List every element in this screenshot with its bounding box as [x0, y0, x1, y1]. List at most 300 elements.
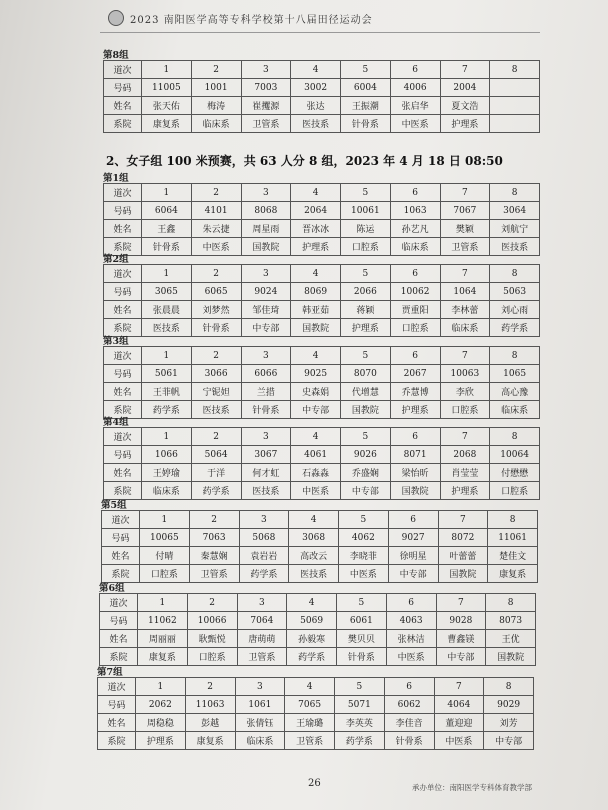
row-header: 姓名 [104, 301, 142, 319]
dept-cell: 医技系 [289, 565, 339, 583]
group-label: 第4组 [103, 417, 129, 428]
number-cell: 6004 [341, 79, 391, 97]
number-cell: 6066 [241, 365, 291, 383]
row-header: 系院 [104, 401, 142, 419]
name-cell: 耿甄悦 [187, 630, 237, 648]
number-cell: 3064 [490, 202, 540, 220]
lane-cell: 4 [285, 678, 335, 696]
lane-cell: 7 [440, 265, 490, 283]
name-cell: 代增慧 [341, 383, 391, 401]
row-header: 姓名 [104, 383, 142, 401]
number-cell: 4061 [291, 446, 341, 464]
dept-cell: 针骨系 [241, 401, 291, 419]
lane-cell: 5 [341, 184, 391, 202]
number-cell: 2067 [390, 365, 440, 383]
dept-cell: 针骨系 [341, 115, 391, 133]
row-header: 姓名 [102, 547, 140, 565]
lane-cell: 5 [339, 511, 389, 529]
name-cell: 刘航宁 [490, 220, 540, 238]
dept-cell: 护理系 [440, 482, 490, 500]
name-cell: 朱云捷 [191, 220, 241, 238]
lane-cell: 8 [488, 511, 538, 529]
table-row [104, 79, 540, 97]
lane-cell: 5 [341, 61, 391, 79]
name-cell: 彭越 [185, 714, 235, 732]
row-header: 道次 [104, 347, 142, 365]
table-row [100, 648, 536, 666]
number-cell: 7063 [189, 529, 239, 547]
lane-cell: 5 [337, 594, 387, 612]
name-cell: 王优 [486, 630, 536, 648]
number-cell: 9026 [341, 446, 391, 464]
number-cell: 2066 [341, 283, 391, 301]
lane-cell: 7 [436, 594, 486, 612]
number-cell: 2068 [440, 446, 490, 464]
lane-cell: 8 [490, 265, 540, 283]
dept-cell: 口腔系 [440, 401, 490, 419]
name-cell: 曹鑫镁 [436, 630, 486, 648]
row-header: 姓名 [98, 714, 136, 732]
lane-cell: 1 [142, 347, 192, 365]
number-cell: 3068 [289, 529, 339, 547]
name-cell: 王鑫 [142, 220, 192, 238]
table-row [104, 319, 540, 337]
lane-cell: 8 [490, 428, 540, 446]
name-cell: 陈运 [341, 220, 391, 238]
number-cell: 6064 [142, 202, 192, 220]
lane-cell: 3 [237, 594, 287, 612]
lane-cell: 4 [291, 184, 341, 202]
row-header: 道次 [100, 594, 138, 612]
dept-cell: 国教院 [486, 648, 536, 666]
lane-cell: 2 [191, 265, 241, 283]
lane-cell: 1 [142, 428, 192, 446]
dept-cell [490, 115, 540, 133]
lane-cell: 8 [484, 678, 534, 696]
name-cell: 徐明星 [388, 547, 438, 565]
lane-cell: 8 [490, 61, 540, 79]
number-cell: 2062 [136, 696, 186, 714]
dept-cell: 中医系 [191, 238, 241, 256]
table-row [100, 594, 536, 612]
name-cell: 付晴 [140, 547, 190, 565]
name-cell: 李英英 [335, 714, 385, 732]
dept-cell: 卫管系 [241, 115, 291, 133]
number-cell: 7067 [440, 202, 490, 220]
table-row [98, 696, 534, 714]
dept-cell: 国教院 [390, 482, 440, 500]
number-cell: 8068 [241, 202, 291, 220]
table-row [102, 529, 538, 547]
dept-cell: 口腔系 [490, 482, 540, 500]
dept-cell: 针骨系 [337, 648, 387, 666]
table-row [98, 732, 534, 750]
number-cell: 9028 [436, 612, 486, 630]
dept-cell: 临床系 [235, 732, 285, 750]
number-cell: 10066 [187, 612, 237, 630]
number-cell: 4006 [390, 79, 440, 97]
dept-cell: 护理系 [136, 732, 186, 750]
row-header: 系院 [102, 565, 140, 583]
name-cell: 韩亚茹 [291, 301, 341, 319]
name-cell: 刘芳 [484, 714, 534, 732]
number-cell: 9024 [241, 283, 291, 301]
dept-cell: 口腔系 [390, 319, 440, 337]
dept-cell: 康复系 [138, 648, 188, 666]
lane-cell: 3 [239, 511, 289, 529]
number-cell: 3002 [291, 79, 341, 97]
number-cell: 5061 [142, 365, 192, 383]
dept-cell: 药学系 [191, 482, 241, 500]
number-cell: 6065 [191, 283, 241, 301]
table-row [104, 446, 540, 464]
table-row [104, 202, 540, 220]
number-cell: 1066 [142, 446, 192, 464]
dept-cell: 药学系 [490, 319, 540, 337]
lane-cell: 1 [142, 61, 192, 79]
dept-cell: 国教院 [291, 319, 341, 337]
number-cell: 8072 [438, 529, 488, 547]
row-header: 系院 [104, 238, 142, 256]
lane-cell: 2 [187, 594, 237, 612]
number-cell: 5069 [287, 612, 337, 630]
name-cell: 张林洁 [386, 630, 436, 648]
number-cell: 10064 [490, 446, 540, 464]
name-cell: 张达 [291, 97, 341, 115]
name-cell: 石淼淼 [291, 464, 341, 482]
table-row [104, 365, 540, 383]
dept-cell: 中专部 [241, 319, 291, 337]
number-cell: 11062 [138, 612, 188, 630]
lane-cell: 1 [136, 678, 186, 696]
number-cell: 6062 [384, 696, 434, 714]
number-cell: 5063 [490, 283, 540, 301]
name-cell: 董迎迎 [434, 714, 484, 732]
name-cell: 刘心雨 [490, 301, 540, 319]
group-label: 第1组 [103, 173, 129, 184]
number-cell: 1064 [440, 283, 490, 301]
lane-cell: 4 [289, 511, 339, 529]
dept-cell: 临床系 [390, 238, 440, 256]
name-cell: 李林蕾 [440, 301, 490, 319]
lane-cell: 3 [241, 184, 291, 202]
lane-cell: 2 [191, 61, 241, 79]
number-cell: 5064 [191, 446, 241, 464]
name-cell: 李欣 [440, 383, 490, 401]
row-header: 系院 [104, 319, 142, 337]
name-cell: 叶蕾蕾 [438, 547, 488, 565]
table-row [104, 115, 540, 133]
lane-cell: 3 [235, 678, 285, 696]
dept-cell: 中医系 [386, 648, 436, 666]
name-cell: 梁怡昕 [390, 464, 440, 482]
lane-cell: 2 [185, 678, 235, 696]
dept-cell: 医技系 [191, 401, 241, 419]
lane-cell: 7 [440, 347, 490, 365]
name-cell [490, 97, 540, 115]
dept-cell: 中专部 [341, 482, 391, 500]
number-cell: 5071 [335, 696, 385, 714]
name-cell: 乔盛娴 [341, 464, 391, 482]
table-row [104, 283, 540, 301]
lane-cell: 4 [291, 428, 341, 446]
name-cell: 张倩钰 [235, 714, 285, 732]
row-header: 道次 [104, 428, 142, 446]
school-logo-icon [108, 10, 124, 26]
dept-cell: 卫管系 [237, 648, 287, 666]
table-row [104, 428, 540, 446]
heat-table [103, 427, 540, 500]
name-cell: 何才虹 [241, 464, 291, 482]
name-cell: 兰措 [241, 383, 291, 401]
row-header: 姓名 [104, 220, 142, 238]
dept-cell: 临床系 [191, 115, 241, 133]
row-header: 号码 [104, 283, 142, 301]
dept-cell: 国教院 [438, 565, 488, 583]
table-row [104, 383, 540, 401]
footer-note: 承办单位：南阳医学专科体育教学部 [412, 783, 532, 792]
lane-cell: 2 [191, 184, 241, 202]
heat-table [103, 346, 540, 419]
number-cell: 8069 [291, 283, 341, 301]
row-header: 号码 [104, 446, 142, 464]
number-cell: 2004 [440, 79, 490, 97]
name-cell: 秦慧娴 [189, 547, 239, 565]
number-cell: 1001 [191, 79, 241, 97]
lane-cell: 8 [490, 347, 540, 365]
number-cell: 10065 [140, 529, 190, 547]
dept-cell: 临床系 [490, 401, 540, 419]
name-cell: 史森娟 [291, 383, 341, 401]
group-label: 第2组 [103, 254, 129, 265]
name-cell: 张天佑 [142, 97, 192, 115]
name-cell: 王菲帆 [142, 383, 192, 401]
number-cell: 11005 [142, 79, 192, 97]
name-cell: 王瑜璐 [285, 714, 335, 732]
name-cell: 梅涛 [191, 97, 241, 115]
table-row [98, 714, 534, 732]
lane-cell: 4 [291, 61, 341, 79]
lane-cell: 5 [335, 678, 385, 696]
name-cell: 贾重阳 [390, 301, 440, 319]
number-cell: 4062 [339, 529, 389, 547]
number-cell: 8073 [486, 612, 536, 630]
lane-cell: 3 [241, 265, 291, 283]
number-cell: 6061 [337, 612, 387, 630]
row-header: 号码 [98, 696, 136, 714]
number-cell: 7003 [241, 79, 291, 97]
name-cell: 乔慧博 [390, 383, 440, 401]
name-cell: 宁铌妲 [191, 383, 241, 401]
name-cell: 王婷瑜 [142, 464, 192, 482]
row-header: 号码 [104, 202, 142, 220]
row-header: 姓名 [104, 97, 142, 115]
table-row [102, 565, 538, 583]
number-cell [490, 79, 540, 97]
dept-cell: 针骨系 [142, 238, 192, 256]
lane-cell: 1 [138, 594, 188, 612]
heat-table [97, 677, 534, 750]
dept-cell: 国教院 [341, 401, 391, 419]
row-header: 系院 [104, 115, 142, 133]
header-divider [100, 32, 540, 33]
lane-cell: 7 [440, 428, 490, 446]
number-cell: 8070 [341, 365, 391, 383]
lane-cell: 3 [241, 347, 291, 365]
name-cell: 李佳音 [384, 714, 434, 732]
dept-cell: 卫管系 [189, 565, 239, 583]
lane-cell: 4 [287, 594, 337, 612]
number-cell: 3065 [142, 283, 192, 301]
name-cell: 樊贝贝 [337, 630, 387, 648]
heat-table [103, 264, 540, 337]
number-cell: 11063 [185, 696, 235, 714]
number-cell: 10061 [341, 202, 391, 220]
heat-table [103, 60, 540, 133]
name-cell: 晋冰冰 [291, 220, 341, 238]
dept-cell: 国教院 [241, 238, 291, 256]
lane-cell: 2 [191, 428, 241, 446]
name-cell: 周稳稳 [136, 714, 186, 732]
dept-cell: 医技系 [241, 482, 291, 500]
dept-cell: 护理系 [341, 319, 391, 337]
number-cell: 10063 [440, 365, 490, 383]
number-cell: 3066 [191, 365, 241, 383]
lane-cell: 6 [388, 511, 438, 529]
name-cell: 张启华 [390, 97, 440, 115]
group-label: 第7组 [97, 667, 123, 678]
lane-cell: 6 [390, 61, 440, 79]
lane-cell: 2 [189, 511, 239, 529]
dept-cell: 医技系 [291, 115, 341, 133]
lane-cell: 2 [191, 347, 241, 365]
number-cell: 9029 [484, 696, 534, 714]
dept-cell: 药学系 [335, 732, 385, 750]
dept-cell: 医技系 [490, 238, 540, 256]
table-row [104, 97, 540, 115]
lane-cell: 6 [390, 347, 440, 365]
page-number: 26 [308, 778, 321, 789]
name-cell: 周丽丽 [138, 630, 188, 648]
number-cell: 1065 [490, 365, 540, 383]
group-label: 第6组 [99, 583, 125, 594]
lane-cell: 8 [490, 184, 540, 202]
table-row [102, 511, 538, 529]
dept-cell: 药学系 [287, 648, 337, 666]
dept-cell: 中专部 [291, 401, 341, 419]
lane-cell: 5 [341, 265, 391, 283]
dept-cell: 中医系 [434, 732, 484, 750]
dept-cell: 护理系 [440, 115, 490, 133]
lane-cell: 5 [341, 428, 391, 446]
name-cell: 唐萌萌 [237, 630, 287, 648]
heat-table [99, 593, 536, 666]
dept-cell: 药学系 [142, 401, 192, 419]
row-header: 号码 [100, 612, 138, 630]
table-row [104, 482, 540, 500]
table-row [104, 301, 540, 319]
name-cell: 楚佳文 [488, 547, 538, 565]
dept-cell: 康复系 [488, 565, 538, 583]
name-cell: 高心豫 [490, 383, 540, 401]
dept-cell: 中专部 [436, 648, 486, 666]
name-cell: 高改云 [289, 547, 339, 565]
dept-cell: 护理系 [390, 401, 440, 419]
dept-cell: 临床系 [440, 319, 490, 337]
dept-cell: 药学系 [239, 565, 289, 583]
number-cell: 7065 [285, 696, 335, 714]
name-cell: 王振潮 [341, 97, 391, 115]
table-row [100, 630, 536, 648]
number-cell: 1061 [235, 696, 285, 714]
lane-cell: 3 [241, 61, 291, 79]
number-cell: 11061 [488, 529, 538, 547]
dept-cell: 口腔系 [187, 648, 237, 666]
name-cell: 崔攫源 [241, 97, 291, 115]
lane-cell: 1 [140, 511, 190, 529]
lane-cell: 7 [434, 678, 484, 696]
lane-cell: 1 [142, 265, 192, 283]
row-header: 姓名 [104, 464, 142, 482]
row-header: 道次 [104, 61, 142, 79]
table-row [104, 265, 540, 283]
name-cell: 孙艺凡 [390, 220, 440, 238]
lane-cell: 6 [390, 184, 440, 202]
number-cell: 9027 [388, 529, 438, 547]
table-row [104, 61, 540, 79]
dept-cell: 医技系 [142, 319, 192, 337]
lane-cell: 6 [390, 428, 440, 446]
row-header: 道次 [98, 678, 136, 696]
table-row [104, 401, 540, 419]
name-cell: 肖莹莹 [440, 464, 490, 482]
name-cell: 樊颖 [440, 220, 490, 238]
table-row [98, 678, 534, 696]
dept-cell: 中专部 [484, 732, 534, 750]
lane-cell: 7 [440, 61, 490, 79]
group-label: 第5组 [101, 500, 127, 511]
table-row [104, 238, 540, 256]
number-cell: 8071 [390, 446, 440, 464]
lane-cell: 4 [291, 265, 341, 283]
lane-cell: 3 [241, 428, 291, 446]
row-header: 系院 [100, 648, 138, 666]
section-heading: 2、女子组 100 米预赛，共 63 人分 8 组，2023 年 4 月 18 日 08:50 [106, 154, 503, 168]
dept-cell: 中医系 [291, 482, 341, 500]
row-header: 姓名 [100, 630, 138, 648]
dept-cell: 口腔系 [341, 238, 391, 256]
group-label: 第8组 [103, 50, 129, 61]
table-row [102, 547, 538, 565]
row-header: 系院 [104, 482, 142, 500]
lane-cell: 6 [390, 265, 440, 283]
row-header: 道次 [102, 511, 140, 529]
dept-cell: 口腔系 [140, 565, 190, 583]
dept-cell: 中医系 [339, 565, 389, 583]
name-cell: 刘梦然 [191, 301, 241, 319]
row-header: 道次 [104, 184, 142, 202]
row-header: 号码 [102, 529, 140, 547]
heat-table [103, 183, 540, 256]
dept-cell: 中医系 [390, 115, 440, 133]
group-label: 第3组 [103, 336, 129, 347]
name-cell: 周星雨 [241, 220, 291, 238]
table-row [104, 184, 540, 202]
dept-cell: 护理系 [291, 238, 341, 256]
table-row [104, 347, 540, 365]
number-cell: 10062 [390, 283, 440, 301]
row-header: 道次 [104, 265, 142, 283]
